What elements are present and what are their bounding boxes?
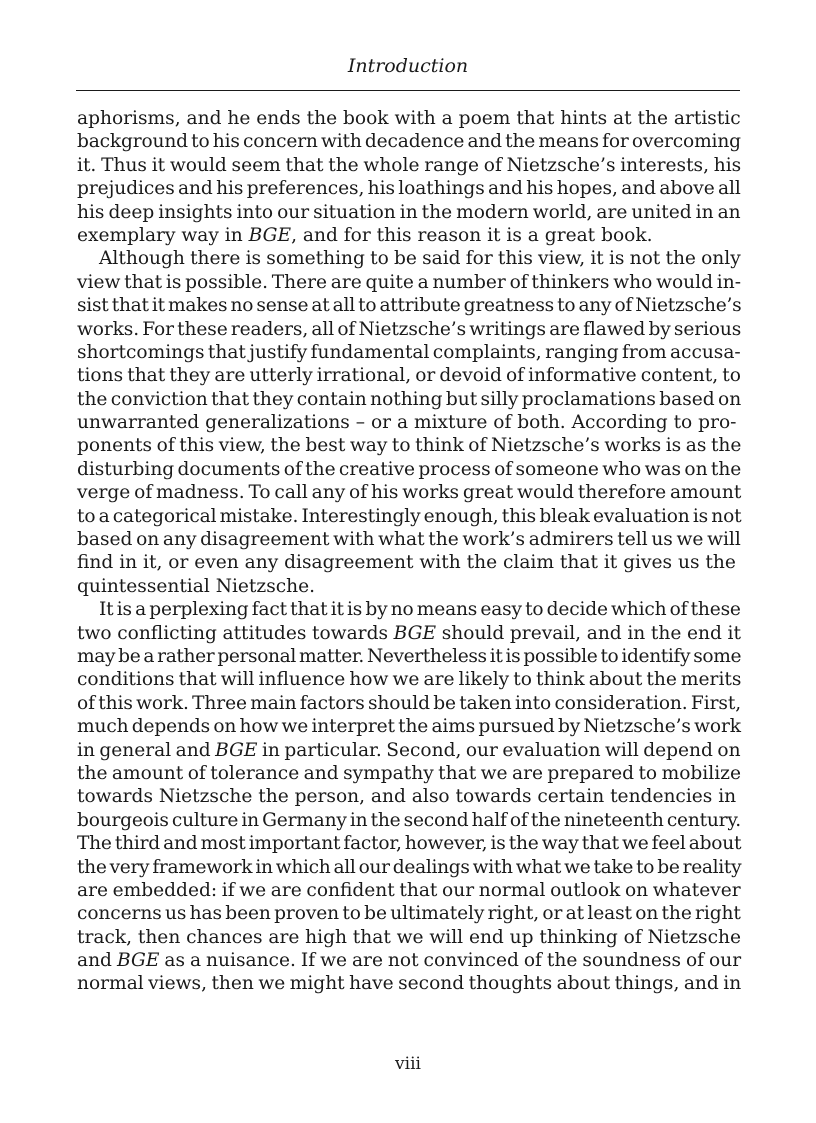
text-run: should prevail, and in the end it <box>436 622 741 644</box>
text-run: normal views, then we might have second thoughts about things, and in <box>77 973 742 995</box>
text-run: two conflicting attitudes towards <box>77 622 394 644</box>
text-line <box>77 575 741 598</box>
running-head: Introduction <box>347 55 469 77</box>
text-run: works. For these readers, all of Nietzsche’s writings are flawed by serious <box>77 318 742 340</box>
text-run: are embedded: if we are confident that our normal outlook on whatever <box>77 879 741 901</box>
text-line <box>77 130 741 153</box>
text-run: , and for this reason it is a great book. <box>291 224 653 246</box>
paragraph <box>77 247 741 598</box>
text-line <box>77 271 741 294</box>
text-run: in particular. Second, our evaluation will depend on <box>257 739 741 761</box>
text-run: concerns us has been proven to be ultimately right, or at least on the right <box>77 903 741 925</box>
text-run: towards Nietzsche the person, and also towards certain tendencies in <box>77 786 737 808</box>
text-line <box>77 154 741 177</box>
text-run: track, then chances are high that we will end up thinking of Nietzsche <box>77 926 741 948</box>
text-run: the amount of tolerance and sympathy that we are prepared to mobilize <box>77 762 741 784</box>
text-line <box>77 318 741 341</box>
text-line <box>77 364 741 387</box>
text-run: the very framework in which all our dealings with what we take to be reality <box>77 856 742 878</box>
text-line <box>77 809 741 832</box>
text-line <box>77 832 741 855</box>
text-line <box>77 692 741 715</box>
italic-title: BGE <box>215 739 258 761</box>
text-run: and <box>77 950 117 972</box>
text-line <box>77 411 741 434</box>
text-line <box>77 224 741 247</box>
italic-title: BGE <box>393 622 437 644</box>
text-run: as a nuisance. If we are not convinced of the soundness of our <box>159 950 742 972</box>
text-run: shortcomings that justify fundamental complaints, ranging from accusa- <box>77 341 741 363</box>
text-line <box>77 341 741 364</box>
text-line <box>77 715 741 738</box>
text-line <box>77 434 741 457</box>
text-run: prejudices and his preferences, his loathings and his hopes, and above all <box>77 178 741 200</box>
text-line <box>77 551 741 574</box>
text-run: may be a rather personal matter. Nevertheless it is possible to identify some <box>77 645 742 667</box>
text-run: sist that it makes no sense at all to attribute greatness to any of Nietzsche’s <box>77 295 742 317</box>
text-line <box>77 505 741 528</box>
text-run: unwarranted generalizations – or a mixture of both. According to pro- <box>77 412 737 434</box>
text-run: Although there is something to be said for this view, it is not the only <box>99 248 741 270</box>
text-line <box>77 294 741 317</box>
text-run: ponents of this view, the best way to think of Nietzsche’s works is as the <box>77 435 742 457</box>
text-run: conditions that will influence how we are likely to think about the merits <box>77 669 742 691</box>
text-line <box>77 949 741 972</box>
text-line <box>77 201 741 224</box>
text-line <box>77 856 741 879</box>
text-line <box>77 458 741 481</box>
text-run: his deep insights into our situation in the modern world, are united in an <box>77 201 741 223</box>
text-run: The third and most important factor, however, is the way that we feel about <box>77 833 742 855</box>
text-line <box>77 926 741 949</box>
text-line <box>77 785 741 808</box>
text-run: bourgeois culture in Germany in the second half of the nineteenth century. <box>77 809 741 831</box>
text-line <box>77 902 741 925</box>
text-run: tions that they are utterly irrational, or devoid of informative content, to <box>77 365 741 387</box>
italic-title: BGE <box>116 950 160 972</box>
text-line <box>77 388 741 411</box>
text-line <box>77 622 741 645</box>
text-run: It is a perplexing fact that it is by no means easy to decide which of these <box>99 599 741 621</box>
text-line <box>77 481 741 504</box>
text-run: based on any disagreement with what the work’s admirers tell us we will <box>77 529 741 551</box>
text-line <box>77 645 741 668</box>
text-run: in general and <box>77 739 216 761</box>
text-line <box>77 528 741 551</box>
text-line <box>77 598 741 621</box>
text-run: quintessential Nietzsche. <box>77 575 316 597</box>
text-run: find in it, or even any disagreement with the claim that it gives us the <box>77 552 736 574</box>
text-line <box>77 247 741 270</box>
text-run: it. Thus it would seem that the whole range of Nietzsche’s interests, his <box>77 154 742 176</box>
text-line <box>77 107 741 130</box>
text-line <box>77 879 741 902</box>
page-number: viii <box>395 1054 421 1074</box>
text-line <box>77 762 741 785</box>
text-run: of this work. Three main factors should be taken into consideration. First, <box>77 692 742 714</box>
text-run: the conviction that they contain nothing but silly proclamations based on <box>77 388 742 410</box>
text-run: background to his concern with decadence and the means for overcoming <box>77 131 741 153</box>
text-run: exemplary way in <box>77 224 249 246</box>
text-line <box>77 739 741 762</box>
text-line <box>77 972 741 995</box>
text-run: view that is possible. There are quite a number of thinkers who would in- <box>77 271 741 293</box>
text-line <box>77 668 741 691</box>
text-run: much depends on how we interpret the aims pursued by Nietzsche’s work <box>77 716 741 738</box>
text-run: to a categorical mistake. Interestingly enough, this bleak evaluation is not <box>77 505 742 527</box>
paragraph <box>77 107 741 247</box>
text-run: aphorisms, and he ends the book with a poem that hints at the artistic <box>77 108 741 129</box>
text-line <box>77 177 741 200</box>
paragraph <box>77 598 741 996</box>
text-run: disturbing documents of the creative process of someone who was on the <box>77 458 742 480</box>
header-rule <box>76 90 740 91</box>
text-run: verge of madness. To call any of his works great would therefore amount <box>77 482 742 504</box>
italic-title: BGE <box>248 224 292 246</box>
body-text <box>77 107 741 996</box>
